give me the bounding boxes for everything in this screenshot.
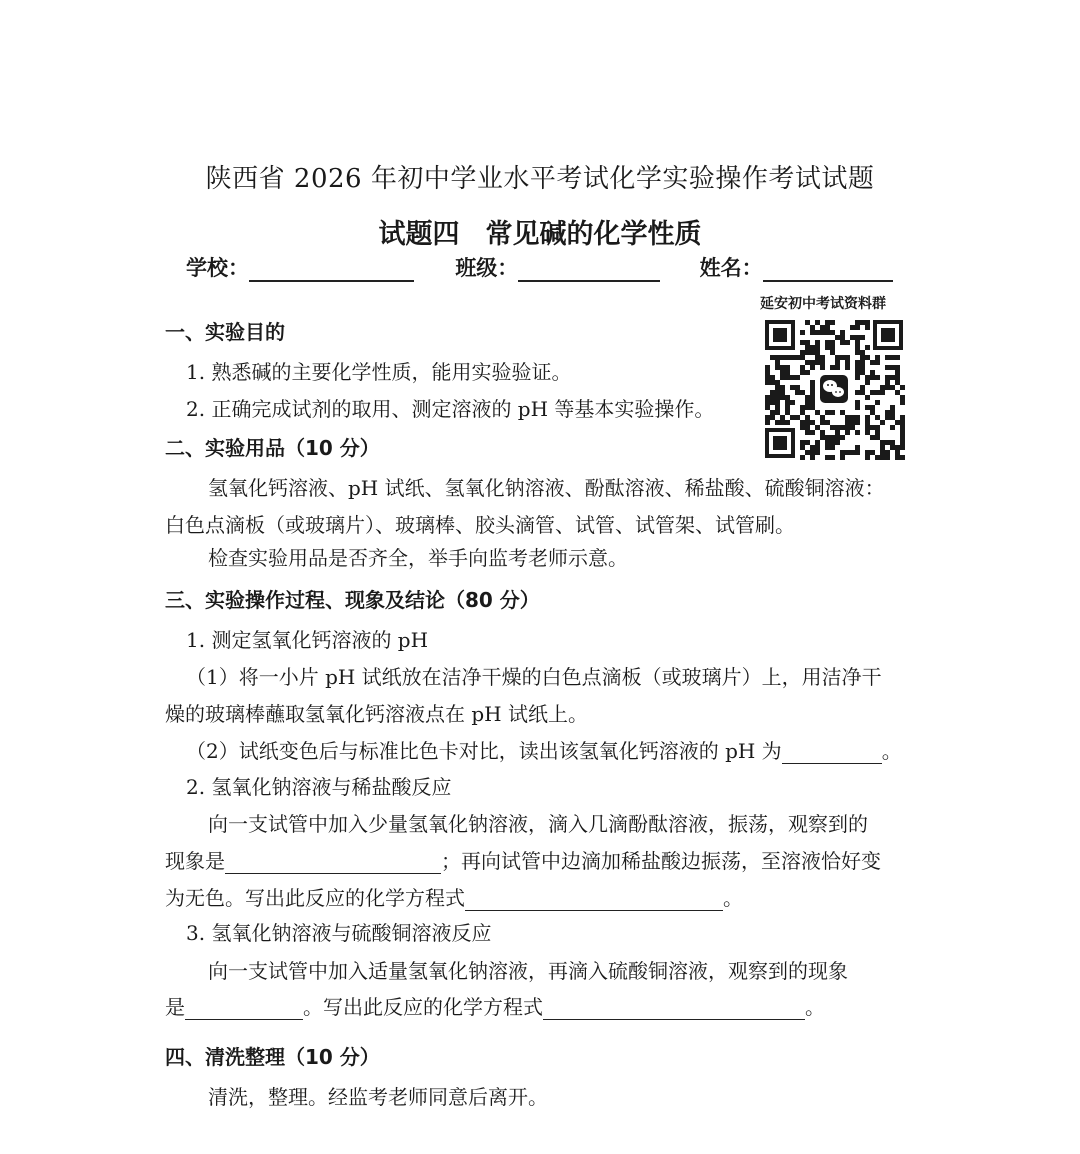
section2-line1: 氢氧化钙溶液、pH 试纸、氢氧化钠溶液、酚酞溶液、稀盐酸、硫酸铜溶液： (208, 476, 885, 500)
section3-part2-line3 (165, 882, 743, 911)
name-label: 姓名： (699, 256, 763, 280)
section4-line1: 清洗，整理。经监考老师同意后离开。 (208, 1085, 548, 1109)
page-subtitle (0, 212, 1080, 251)
section2-line3: 检查实验用品是否齐全，举手向监考老师示意。 (208, 546, 628, 570)
qr-finder-bottom-left (765, 428, 795, 458)
section1-item1: 1. 熟悉碱的主要化学性质，能用实验验证。 (186, 360, 572, 384)
section3-part3-title: 3. 氢氧化钠溶液与硫酸铜溶液反应 (186, 921, 492, 945)
section2-heading: 二、实验用品（10 分） (165, 436, 380, 460)
class-label: 班级： (455, 256, 519, 280)
phenomenon-answer-blank[interactable] (225, 853, 441, 874)
school-label: 学校： (186, 256, 249, 280)
student-info-row (186, 252, 923, 282)
page-title: 陕西省 2026 年初中学业水平考试化学实验操作考试试题 (205, 164, 875, 194)
equation2-label: 。写出此反应的化学方程式 (303, 995, 543, 1019)
qr-code-graphic (763, 318, 905, 460)
section3-part1-step1-line1: （1）将一小片 pH 试纸放在洁净干燥的白色点滴板（或玻璃片）上，用洁净干 (186, 665, 882, 689)
ph-question-text: （2）试纸变色后与标准比色卡对比，读出该氢氧化钙溶液的 pH 为 (186, 739, 782, 763)
name-blank[interactable] (763, 258, 893, 282)
class-blank[interactable] (518, 258, 660, 282)
section3-part1-step1-line2: 燥的玻璃棒蘸取氢氧化钙溶液点在 pH 试纸上。 (165, 702, 588, 726)
section3-part2-title: 2. 氢氧化钠溶液与稀盐酸反应 (186, 775, 452, 799)
equation2-period: 。 (805, 995, 825, 1019)
qr-finder-top-right (873, 320, 903, 350)
class-field[interactable] (455, 252, 660, 282)
section3-part2-line1: 向一支试管中加入少量氢氧化钠溶液，滴入几滴酚酞溶液，振荡，观察到的 (208, 812, 868, 836)
section4-heading: 四、清洗整理（10 分） (165, 1045, 380, 1069)
school-blank[interactable] (249, 258, 414, 282)
section2-line2: 白色点滴板（或玻璃片）、玻璃棒、胶头滴管、试管、试管架、试管刷。 (165, 513, 795, 537)
equation1-period: 。 (723, 886, 743, 910)
section3-part3-line2 (165, 991, 825, 1020)
qr-code[interactable] (763, 318, 905, 460)
qr-finder-top-left (765, 320, 795, 350)
school-field[interactable] (186, 252, 414, 282)
qr-caption: 延安初中考试资料群 (760, 296, 886, 312)
phenomenon-label: 现象是 (165, 849, 225, 873)
equation1-answer-blank[interactable] (465, 890, 723, 911)
section1-item2: 2. 正确完成试剂的取用、测定溶液的 pH 等基本实验操作。 (186, 397, 715, 421)
phenomenon-continue: ；再向试管中边滴加稀盐酸边振荡，至溶液恰好变 (441, 849, 881, 873)
name-field[interactable] (700, 252, 893, 282)
section3-part2-line2 (165, 845, 881, 874)
section1-heading: 一、实验目的 (165, 320, 285, 344)
section3-part1-step2 (186, 735, 902, 764)
section3-heading: 三、实验操作过程、现象及结论（80 分） (165, 588, 540, 612)
wechat-icon (818, 373, 850, 405)
phenomenon2-answer-blank[interactable] (185, 999, 303, 1020)
ph-answer-blank[interactable] (782, 743, 882, 764)
equation2-answer-blank[interactable] (543, 999, 805, 1020)
section3-part1-title: 1. 测定氢氧化钙溶液的 pH (186, 628, 429, 652)
subtitle-topic: 常见碱的化学性质 (485, 219, 702, 250)
section3-part3-line1: 向一支试管中加入适量氢氧化钠溶液，再滴入硫酸铜溶液，观察到的现象 (208, 959, 848, 983)
ph-period: 。 (881, 739, 902, 763)
phenomenon2-label: 是 (165, 995, 185, 1019)
equation1-label: 为无色。写出此反应的化学方程式 (165, 886, 465, 910)
subtitle-number: 试题四 (378, 219, 460, 250)
